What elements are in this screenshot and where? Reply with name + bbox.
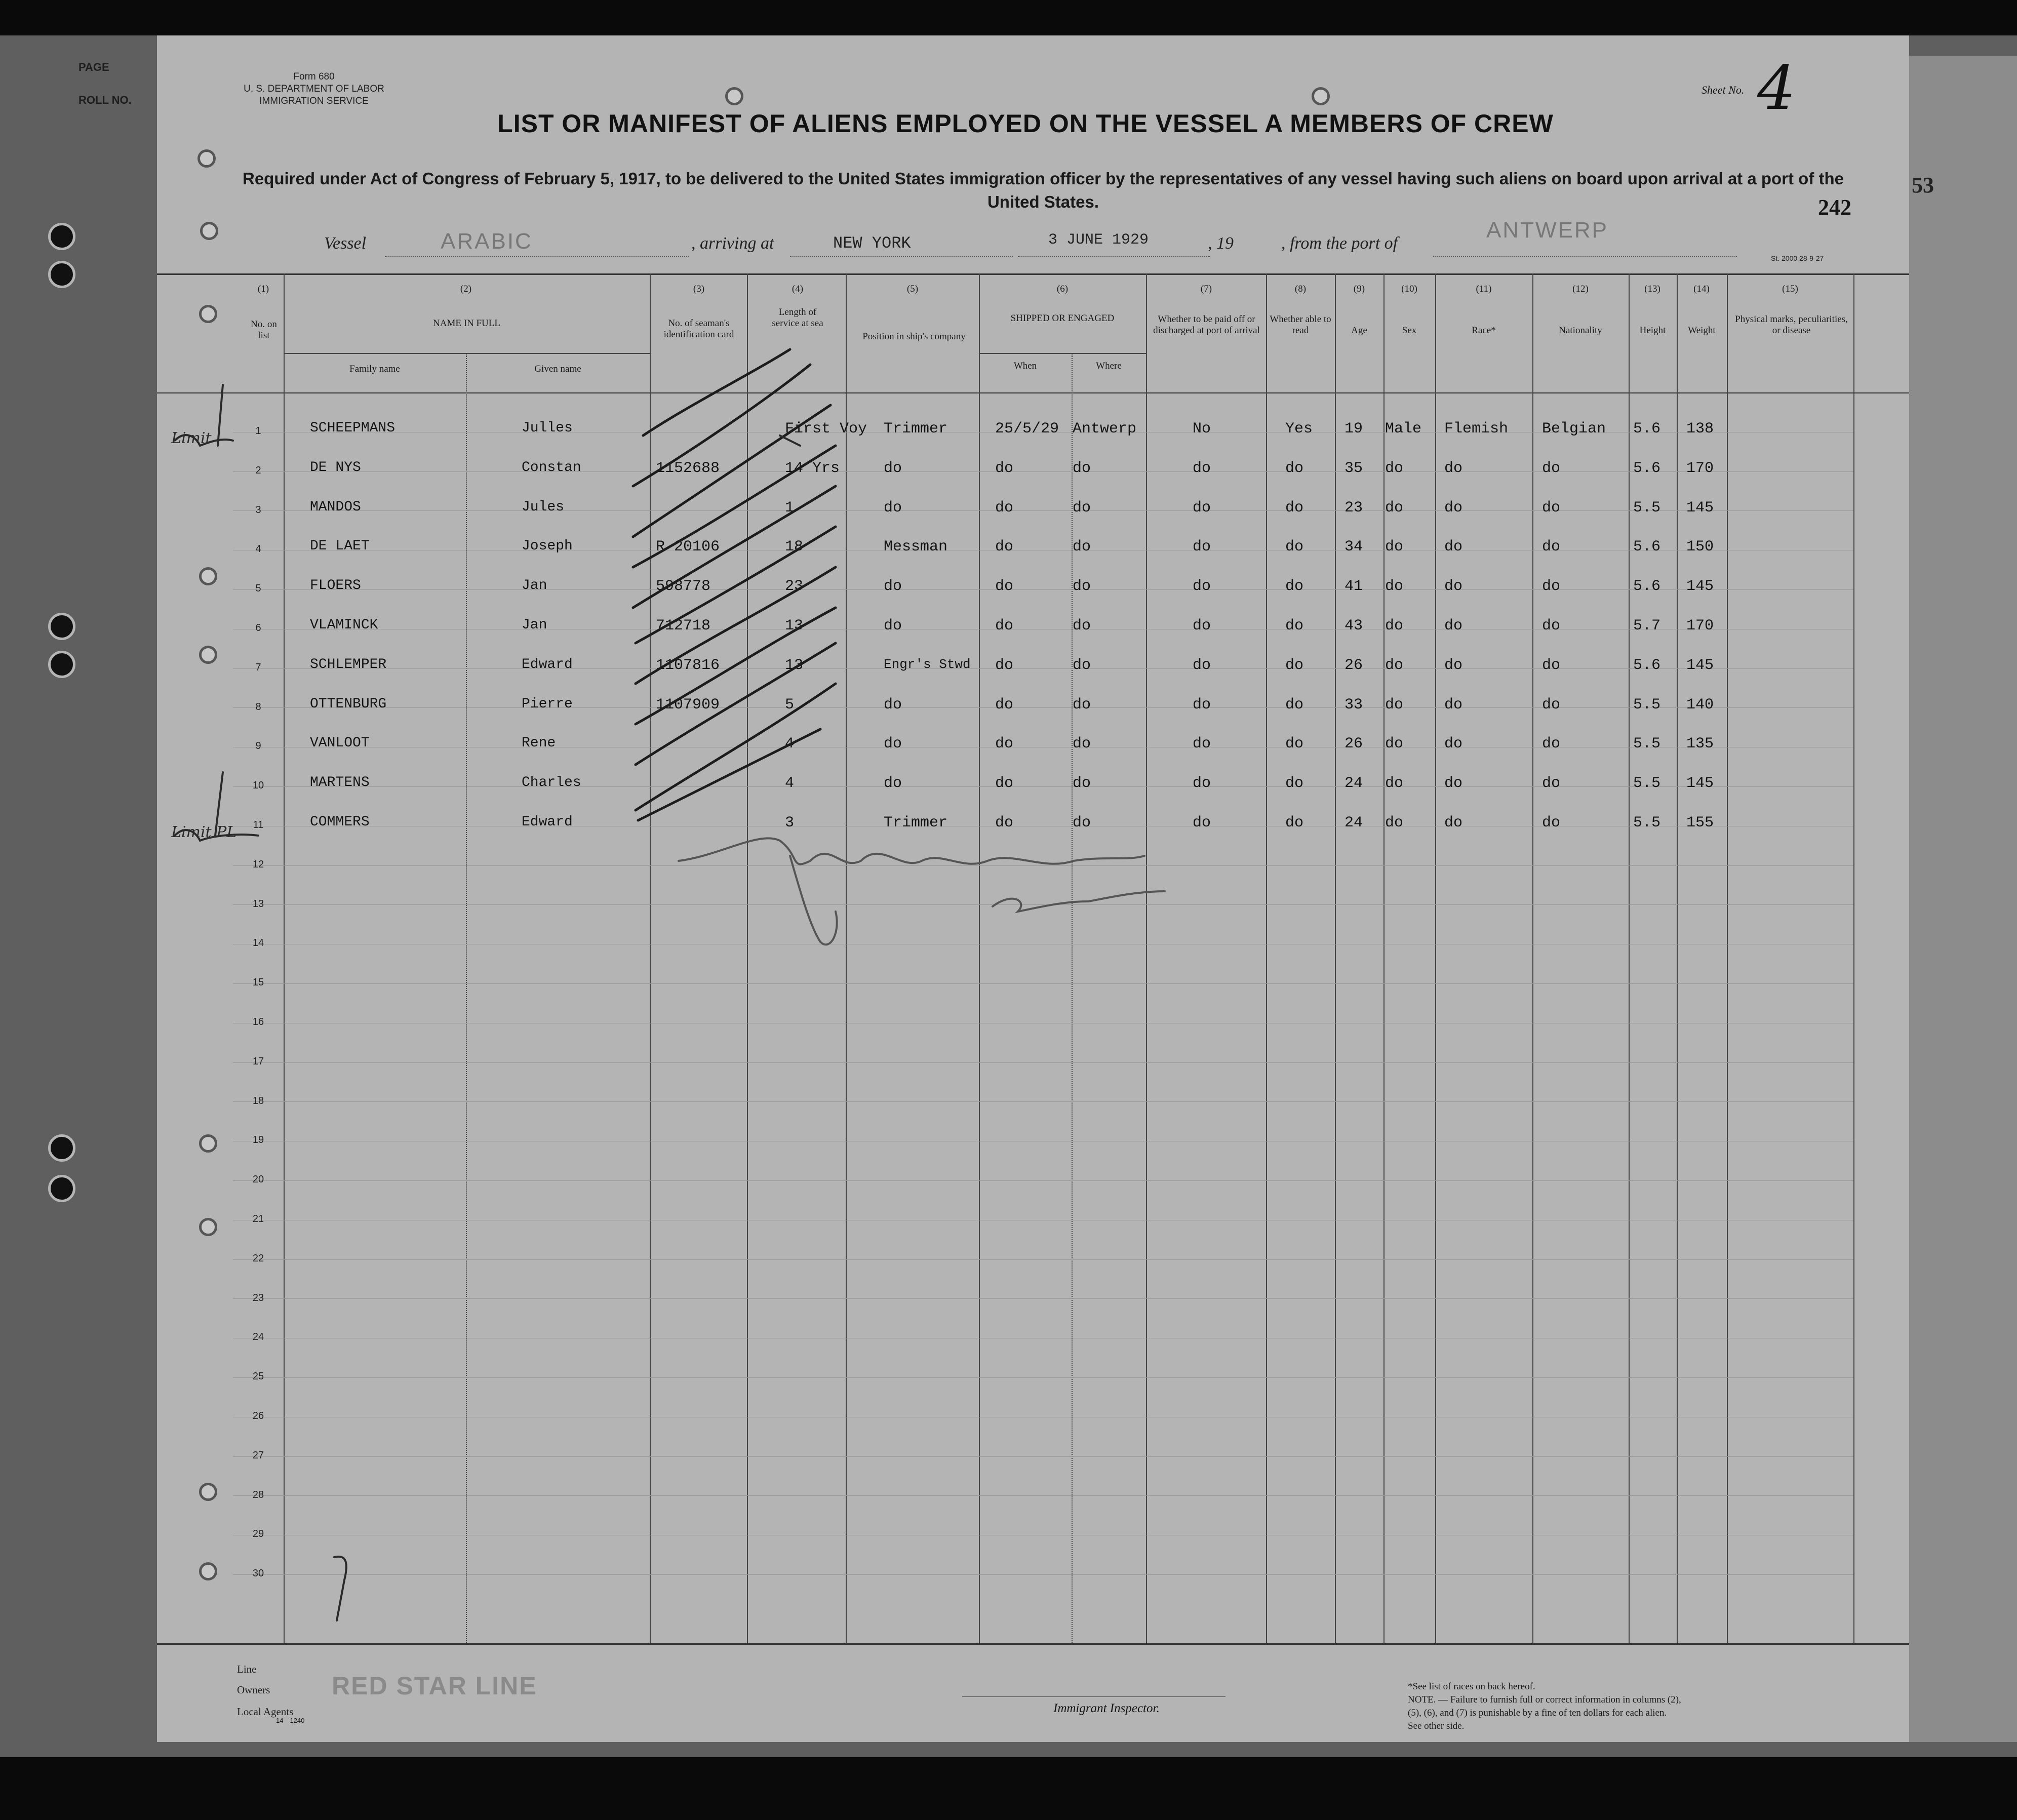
nationality-cell: do: [1542, 459, 1561, 477]
stock-code: St. 2000 28-9-27: [1771, 254, 1824, 262]
header-weight: Weight: [1688, 325, 1716, 336]
row-number: 12: [252, 858, 264, 870]
col-num-10: (10): [1401, 284, 1417, 294]
age-cell: 19: [1344, 420, 1363, 438]
header-race: Race*: [1472, 325, 1496, 336]
nationality-cell: do: [1542, 696, 1561, 714]
row-number: 21: [252, 1213, 264, 1224]
given-name-cell: Jan: [522, 617, 547, 633]
margin-note-2: Limit PL: [171, 823, 237, 841]
family-name-cell: SCHLEMPER: [310, 656, 387, 672]
col-num-11: (11): [1476, 284, 1492, 294]
slash-mark: [638, 729, 820, 820]
row-number: 5: [255, 583, 261, 595]
position-cell: do: [884, 696, 902, 714]
sheet-number-value: 4: [1757, 53, 1796, 124]
weight-cell: 135: [1686, 735, 1714, 753]
shipped-when-cell: do: [995, 459, 1014, 477]
nationality-cell: Belgian: [1542, 420, 1606, 438]
row-number: 20: [252, 1174, 264, 1185]
shipped-when-cell: do: [995, 578, 1014, 596]
header-length-service: Length of service at sea: [772, 307, 823, 329]
footer-line-label: Line: [237, 1663, 257, 1675]
id-card-cell: 1107909: [656, 696, 720, 714]
height-cell: 5.6: [1633, 538, 1661, 556]
header-when: When: [1013, 361, 1037, 371]
col-num-6: (6): [1056, 284, 1069, 294]
height-cell: 5.7: [1633, 617, 1661, 635]
row-number: 4: [255, 543, 261, 555]
year-label: , 19: [1208, 234, 1234, 253]
col-num-8: (8): [1294, 284, 1307, 294]
sex-cell: do: [1385, 499, 1404, 517]
row-number: 23: [252, 1292, 264, 1303]
slash-mark: [643, 349, 790, 436]
id-card-cell: 598778: [656, 578, 711, 596]
header-given-name: Given name: [534, 364, 581, 374]
shipped-where-cell: do: [1073, 775, 1091, 793]
family-name-cell: VANLOOT: [310, 735, 370, 751]
given-name-cell: Edward: [522, 656, 573, 672]
sex-cell: Male: [1385, 420, 1422, 438]
weight-cell: 145: [1686, 656, 1714, 674]
sex-cell: do: [1385, 696, 1404, 714]
shipped-when-cell: do: [995, 775, 1014, 793]
col-num-5: (5): [906, 284, 919, 294]
family-name-cell: SCHEEPMANS: [310, 420, 396, 436]
header-shipped: SHIPPED OR ENGAGED: [1010, 313, 1115, 324]
position-cell: do: [884, 735, 902, 753]
shipped-where-cell: do: [1073, 814, 1091, 832]
shipped-when-cell: do: [995, 735, 1014, 753]
col-num-3: (3): [693, 284, 705, 294]
able-to-read-cell: do: [1285, 459, 1304, 477]
age-cell: 24: [1344, 775, 1363, 793]
family-name-cell: MARTENS: [310, 775, 370, 791]
age-cell: 33: [1344, 696, 1363, 714]
sex-cell: do: [1385, 735, 1404, 753]
row-number: 10: [252, 780, 264, 792]
service-cell: 23: [785, 578, 804, 596]
nationality-cell: do: [1542, 617, 1561, 635]
sex-cell: do: [1385, 656, 1404, 674]
given-name-cell: Pierre: [522, 696, 573, 712]
family-name-cell: VLAMINCK: [310, 617, 378, 633]
margin-note-1: Limit: [171, 429, 212, 447]
row-number: 13: [252, 898, 264, 909]
nationality-cell: do: [1542, 578, 1561, 596]
under-roll-label: ROLL NO.: [78, 94, 132, 106]
line-stamp: RED STAR LINE: [332, 1672, 537, 1700]
shipped-where-cell: do: [1073, 696, 1091, 714]
col-num-2: (2): [460, 284, 472, 294]
race-cell: Flemish: [1444, 420, 1509, 438]
col-num-12: (12): [1572, 284, 1589, 294]
family-name-cell: OTTENBURG: [310, 696, 387, 712]
able-to-read-cell: do: [1285, 696, 1304, 714]
weight-cell: 145: [1686, 578, 1714, 596]
age-cell: 34: [1344, 538, 1363, 556]
family-name-cell: DE LAET: [310, 538, 370, 555]
position-cell: Messman: [884, 538, 948, 556]
header-sex: Sex: [1402, 325, 1417, 336]
height-cell: 5.6: [1633, 578, 1661, 596]
height-cell: 5.6: [1633, 420, 1661, 438]
sex-cell: do: [1385, 459, 1404, 477]
slash-mark: [633, 405, 830, 537]
shipped-when-cell: do: [995, 538, 1014, 556]
race-cell: do: [1444, 696, 1463, 714]
shipped-where-cell: Antwerp: [1073, 420, 1137, 438]
row-number: 25: [252, 1371, 264, 1382]
shipped-when-cell: do: [995, 499, 1014, 517]
row-number: 2: [255, 464, 261, 476]
header-no-on-list: No. on list: [251, 319, 277, 341]
able-to-read-cell: Yes: [1285, 420, 1313, 438]
under-page-label: PAGE: [78, 61, 109, 73]
header-family-name: Family name: [349, 364, 400, 374]
header-age: Age: [1351, 325, 1367, 336]
race-cell: do: [1444, 578, 1463, 596]
given-name-cell: Charles: [522, 775, 581, 791]
race-cell: do: [1444, 538, 1463, 556]
sex-cell: do: [1385, 578, 1404, 596]
shipped-where-cell: do: [1073, 538, 1091, 556]
margin-annotations: [175, 385, 800, 1620]
sex-cell: do: [1385, 814, 1404, 832]
paid-off-cell: do: [1193, 499, 1211, 517]
paid-off-cell: do: [1193, 578, 1211, 596]
race-cell: do: [1444, 814, 1463, 832]
id-card-cell: 712718: [656, 617, 711, 635]
row-number: 16: [252, 1016, 264, 1027]
height-cell: 5.6: [1633, 459, 1661, 477]
col-num-13: (13): [1644, 284, 1660, 294]
header-position: Position in ship's company: [862, 331, 966, 342]
nationality-cell: do: [1542, 814, 1561, 832]
row-number: 18: [252, 1095, 264, 1106]
shipped-when-cell: do: [995, 656, 1014, 674]
row-number: 28: [252, 1489, 264, 1500]
arrival-date: 3 JUNE 1929: [1048, 231, 1149, 249]
given-name-cell: Jules: [522, 499, 565, 515]
inspector-signature: [679, 838, 1165, 944]
given-name-cell: Joseph: [522, 538, 573, 555]
sheet-number-label: Sheet No.: [1702, 84, 1745, 96]
service-cell: 13: [785, 617, 804, 635]
paid-off-cell: do: [1193, 656, 1211, 674]
footer-owners-label: Owners: [237, 1684, 270, 1696]
paid-off-cell: do: [1193, 814, 1211, 832]
weight-cell: 145: [1686, 499, 1714, 517]
row-number: 1: [255, 425, 261, 437]
department-name: U. S. DEPARTMENT OF LABOR: [244, 84, 384, 94]
weight-cell: 138: [1686, 420, 1714, 438]
service-cell: 4: [785, 775, 795, 793]
header-name-in-full: NAME IN FULL: [433, 318, 500, 329]
header-where: Where: [1096, 361, 1122, 371]
service-name: IMMIGRATION SERVICE: [259, 96, 369, 106]
col-num-4: (4): [792, 284, 804, 294]
race-cell: do: [1444, 499, 1463, 517]
header-id-card: No. of seaman's identification card: [663, 318, 734, 340]
shipped-when-cell: 25/5/29: [995, 420, 1059, 438]
row-number: 24: [252, 1331, 264, 1343]
age-cell: 24: [1344, 814, 1363, 832]
paid-off-cell: do: [1193, 617, 1211, 635]
position-cell: do: [884, 459, 902, 477]
id-card-cell: 1107816: [656, 656, 720, 674]
nationality-cell: do: [1542, 656, 1561, 674]
position-cell: do: [884, 499, 902, 517]
row-number: 11: [253, 819, 264, 830]
age-cell: 26: [1344, 735, 1363, 753]
family-name-cell: FLOERS: [310, 578, 361, 594]
col-num-1: (1): [257, 284, 269, 294]
weight-cell: 145: [1686, 775, 1714, 793]
weight-cell: 140: [1686, 696, 1714, 714]
slash-mark: [633, 446, 836, 567]
sex-cell: do: [1385, 538, 1404, 556]
arriving-label: , arriving at: [691, 234, 774, 253]
given-name-cell: Rene: [522, 735, 556, 751]
col-num-9: (9): [1353, 284, 1365, 294]
able-to-read-cell: do: [1285, 814, 1304, 832]
position-cell: Engr's Stwd: [884, 656, 971, 672]
nationality-cell: do: [1542, 538, 1561, 556]
page-subtitle: Required under Act of Congress of February 5, 1917, to be delivered to the United States immigration officer by the representatives of any vessel having such aliens on board upon arrival at a port of the United States.: [242, 169, 1844, 211]
position-cell: do: [884, 775, 902, 793]
service-cell: 14 Yrs: [785, 459, 840, 477]
row-number: 26: [252, 1410, 264, 1421]
paid-off-cell: do: [1193, 735, 1211, 753]
nationality-cell: do: [1542, 499, 1561, 517]
able-to-read-cell: do: [1285, 775, 1304, 793]
able-to-read-cell: do: [1285, 578, 1304, 596]
shipped-when-cell: do: [995, 617, 1014, 635]
form-number: Form 680: [293, 71, 335, 82]
row-number: 29: [252, 1528, 264, 1540]
header-nationality: Nationality: [1559, 325, 1602, 336]
given-name-cell: Constan: [522, 459, 581, 476]
given-name-cell: Edward: [522, 814, 573, 830]
height-cell: 5.5: [1633, 814, 1661, 832]
row-number: 15: [252, 977, 264, 988]
weight-cell: 170: [1686, 617, 1714, 635]
height-cell: 5.5: [1633, 775, 1661, 793]
nationality-cell: do: [1542, 775, 1561, 793]
shipped-when-cell: do: [995, 814, 1014, 832]
header-marks: Physical marks, peculiarities, or disease: [1735, 314, 1848, 336]
height-cell: 5.6: [1633, 656, 1661, 674]
weight-cell: 155: [1686, 814, 1714, 832]
height-cell: 5.5: [1633, 499, 1661, 517]
row-number: 14: [252, 937, 264, 949]
able-to-read-cell: do: [1285, 656, 1304, 674]
race-cell: do: [1444, 459, 1463, 477]
race-cell: do: [1444, 617, 1463, 635]
id-card-cell: R 20106: [656, 538, 720, 556]
race-cell: do: [1444, 735, 1463, 753]
able-to-read-cell: do: [1285, 617, 1304, 635]
shipped-where-cell: do: [1073, 735, 1091, 753]
age-cell: 41: [1344, 578, 1363, 596]
col-num-7: (7): [1200, 284, 1212, 294]
slash-mark: [633, 486, 836, 608]
position-cell: Trimmer: [884, 814, 948, 832]
family-name-cell: MANDOS: [310, 499, 361, 515]
col-num-14: (14): [1693, 284, 1710, 294]
shipped-when-cell: do: [995, 696, 1014, 714]
shipped-where-cell: do: [1073, 499, 1091, 517]
row-number: 3: [255, 504, 261, 516]
port-label: , from the port of: [1281, 234, 1398, 253]
sex-cell: do: [1385, 775, 1404, 793]
position-cell: Trimmer: [884, 420, 948, 438]
race-cell: do: [1444, 775, 1463, 793]
footer-agents-code: 14—1240: [276, 1717, 305, 1724]
service-cell: 3: [785, 814, 795, 832]
row-number: 27: [252, 1449, 264, 1461]
service-cell: First Voy: [785, 420, 867, 438]
weight-cell: 150: [1686, 538, 1714, 556]
sex-cell: do: [1385, 617, 1404, 635]
able-to-read-cell: do: [1285, 735, 1304, 753]
service-cell: 18: [785, 538, 804, 556]
row-number: 22: [252, 1252, 264, 1264]
paid-off-cell: do: [1193, 696, 1211, 714]
height-cell: 5.5: [1633, 735, 1661, 753]
penalty-note: NOTE. — Failure to furnish full or correct information in columns (2), (5), (6), and (7) is punishable by a fine of ten dollars for each alien. See other side.: [1408, 1694, 1681, 1731]
vessel-label: Vessel: [324, 234, 367, 253]
age-cell: 26: [1344, 656, 1363, 674]
header-paid-off: Whether to be paid off or discharged at port of arrival: [1153, 314, 1260, 336]
age-cell: 35: [1344, 459, 1363, 477]
shipped-where-cell: do: [1073, 617, 1091, 635]
page-corner-number: 242: [1818, 195, 1851, 220]
family-name-cell: DE NYS: [310, 459, 361, 476]
paid-off-cell: No: [1193, 420, 1211, 438]
service-cell: 1: [785, 499, 795, 517]
given-name-cell: Julles: [522, 420, 573, 436]
race-cell: do: [1444, 656, 1463, 674]
position-cell: do: [884, 578, 902, 596]
id-card-cell: 1152688: [656, 459, 720, 477]
row-number: 7: [255, 661, 261, 673]
adjacent-page-number: 53: [1912, 173, 1934, 197]
given-name-cell: Jan: [522, 578, 547, 594]
nationality-cell: do: [1542, 735, 1561, 753]
able-to-read-cell: do: [1285, 538, 1304, 556]
row-number: 19: [252, 1134, 264, 1146]
departure-port: ANTWERP: [1486, 218, 1608, 243]
service-cell: 13: [785, 656, 804, 674]
shipped-where-cell: do: [1073, 578, 1091, 596]
height-cell: 5.5: [1633, 696, 1661, 714]
family-name-cell: COMMERS: [310, 814, 370, 830]
row-number: 6: [255, 622, 261, 634]
paid-off-cell: do: [1193, 459, 1211, 477]
vessel-name: ARABIC: [441, 229, 533, 254]
col-num-15: (15): [1782, 284, 1798, 294]
arriving-port: NEW YORK: [833, 234, 911, 253]
races-note: *See list of races on back hereof.: [1408, 1681, 1535, 1692]
header-height: Height: [1639, 325, 1666, 336]
header-read: Whether able to read: [1270, 314, 1331, 336]
row-number: 17: [252, 1055, 264, 1067]
paid-off-cell: do: [1193, 538, 1211, 556]
age-cell: 43: [1344, 617, 1363, 635]
shipped-where-cell: do: [1073, 656, 1091, 674]
row-number: 30: [252, 1568, 264, 1579]
footer-note: [1408, 1680, 1681, 1733]
paid-off-cell: do: [1193, 775, 1211, 793]
age-cell: 23: [1344, 499, 1363, 517]
inspector-label: Immigrant Inspector.: [1053, 1702, 1160, 1715]
inspector-signature-line: [962, 1696, 1225, 1697]
row-number: 9: [255, 740, 261, 752]
footer-agents-label: Local Agents: [237, 1706, 294, 1718]
service-cell: 4: [785, 735, 795, 753]
position-cell: do: [884, 617, 902, 635]
shipped-where-cell: do: [1073, 459, 1091, 477]
page-title: LIST OR MANIFEST OF ALIENS EMPLOYED ON THE VESSEL A MEMBERS OF CREW: [497, 109, 1554, 138]
weight-cell: 170: [1686, 459, 1714, 477]
able-to-read-cell: do: [1285, 499, 1304, 517]
row-number: 8: [255, 701, 261, 713]
service-cell: 5: [785, 696, 795, 714]
